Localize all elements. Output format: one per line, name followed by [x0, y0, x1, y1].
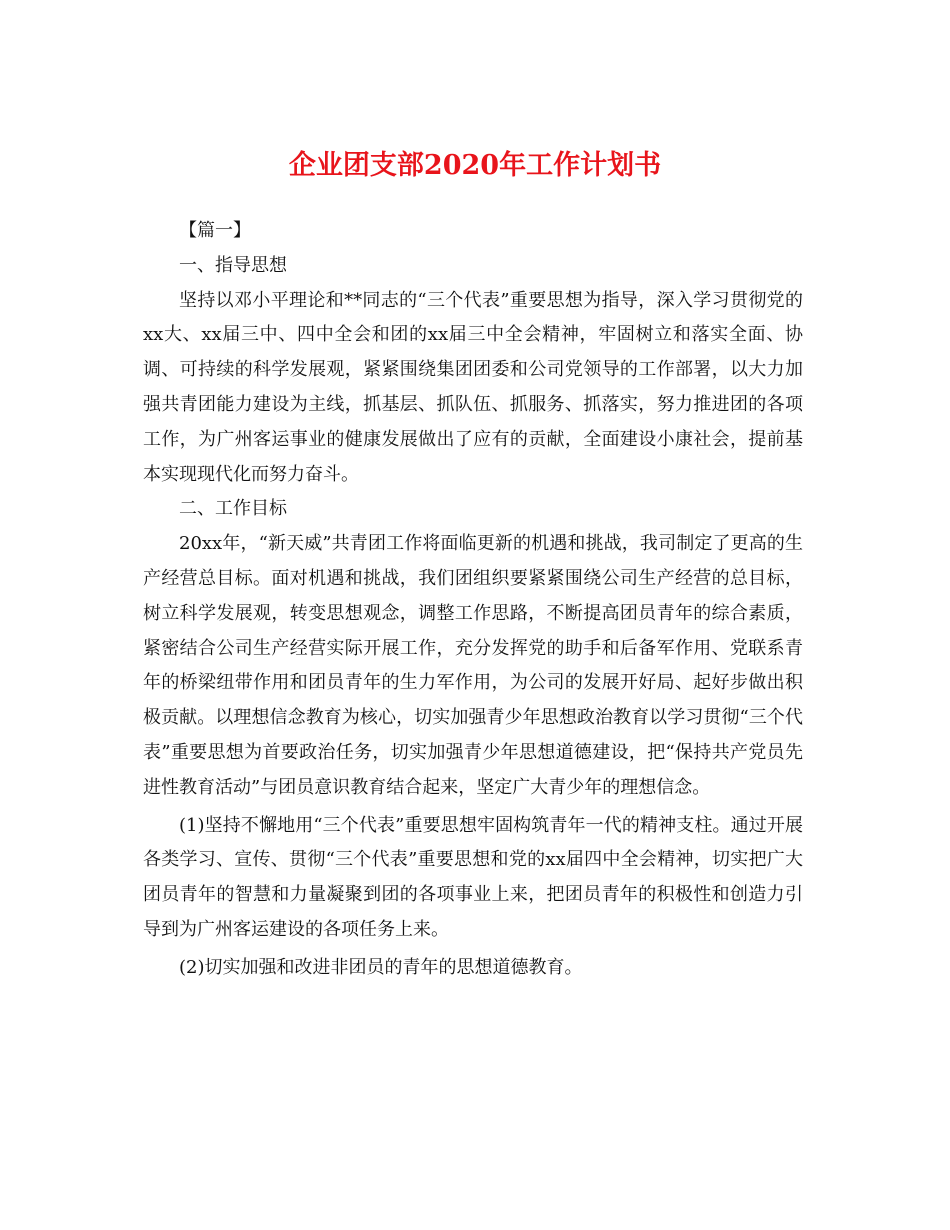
heading-guiding-ideology: 一、指导思想	[179, 254, 287, 276]
section-marker: 【篇一】	[179, 220, 251, 241]
document-body	[143, 214, 803, 986]
paragraph-work-goals: 20xx年，“新天威”共青团工作将面临更新的机遇和挑战，我司制定了更高的生产经营总目标。面对机遇和挑战，我们团组织要紧紧围绕公司生产经营的总目标，树立科学发展观，转变思想观念，调整工作思路，不断提高团员青年的综合素质，紧密结合公司生产经营实际开展工作，充分发挥党的助手和后备军作用、党联系青年的桥梁纽带作用和团员青年的生力军作用，为公司的发展开好局、起好步做出积极贡献。以理想信念教育为核心，切实加强青少年思想政治教育以学习贯彻“三个代表”重要思想为首要政治任务，切实加强青少年思想道德建设，把“保持共产党员先进性教育活动”与团员意识教育结合起来，坚定广大青少年的理想信念。	[143, 533, 803, 798]
list-item-2: (2)切实加强和改进非团员的青年的思想道德教育。	[179, 956, 583, 978]
document-title: 企业团支部2020年工作计划书	[288, 150, 662, 181]
paragraph-guiding-ideology: 坚持以邓小平理论和**同志的“三个代表”重要思想为指导，深入学习贯彻党的xx大、xx届三中、四中全会和团的xx届三中全会精神，牢固树立和落实全面、协调、可持续的科学发展观，紧紧围绕集团团委和公司党领导的工作部署，以大力加强共青团能力建设为主线，抓基层、抓队伍、抓服务、抓落实，努力推进团的各项工作，为广州客运事业的健康发展做出了应有的贡献，全面建设小康社会，提前基本实现现代化而努力奋斗。	[143, 289, 803, 485]
list-item-1: (1)坚持不懈地用“三个代表”重要思想牢固构筑青年一代的精神支柱。通过开展各类学习、宣传、贯彻“三个代表”重要思想和党的xx届四中全会精神，切实把广大团员青年的智慧和力量凝聚到团的各项事业上来，把团员青年的积极性和创造力引导到为广州客运建设的各项任务上来。	[143, 814, 803, 940]
heading-work-goals: 二、工作目标	[179, 498, 287, 520]
